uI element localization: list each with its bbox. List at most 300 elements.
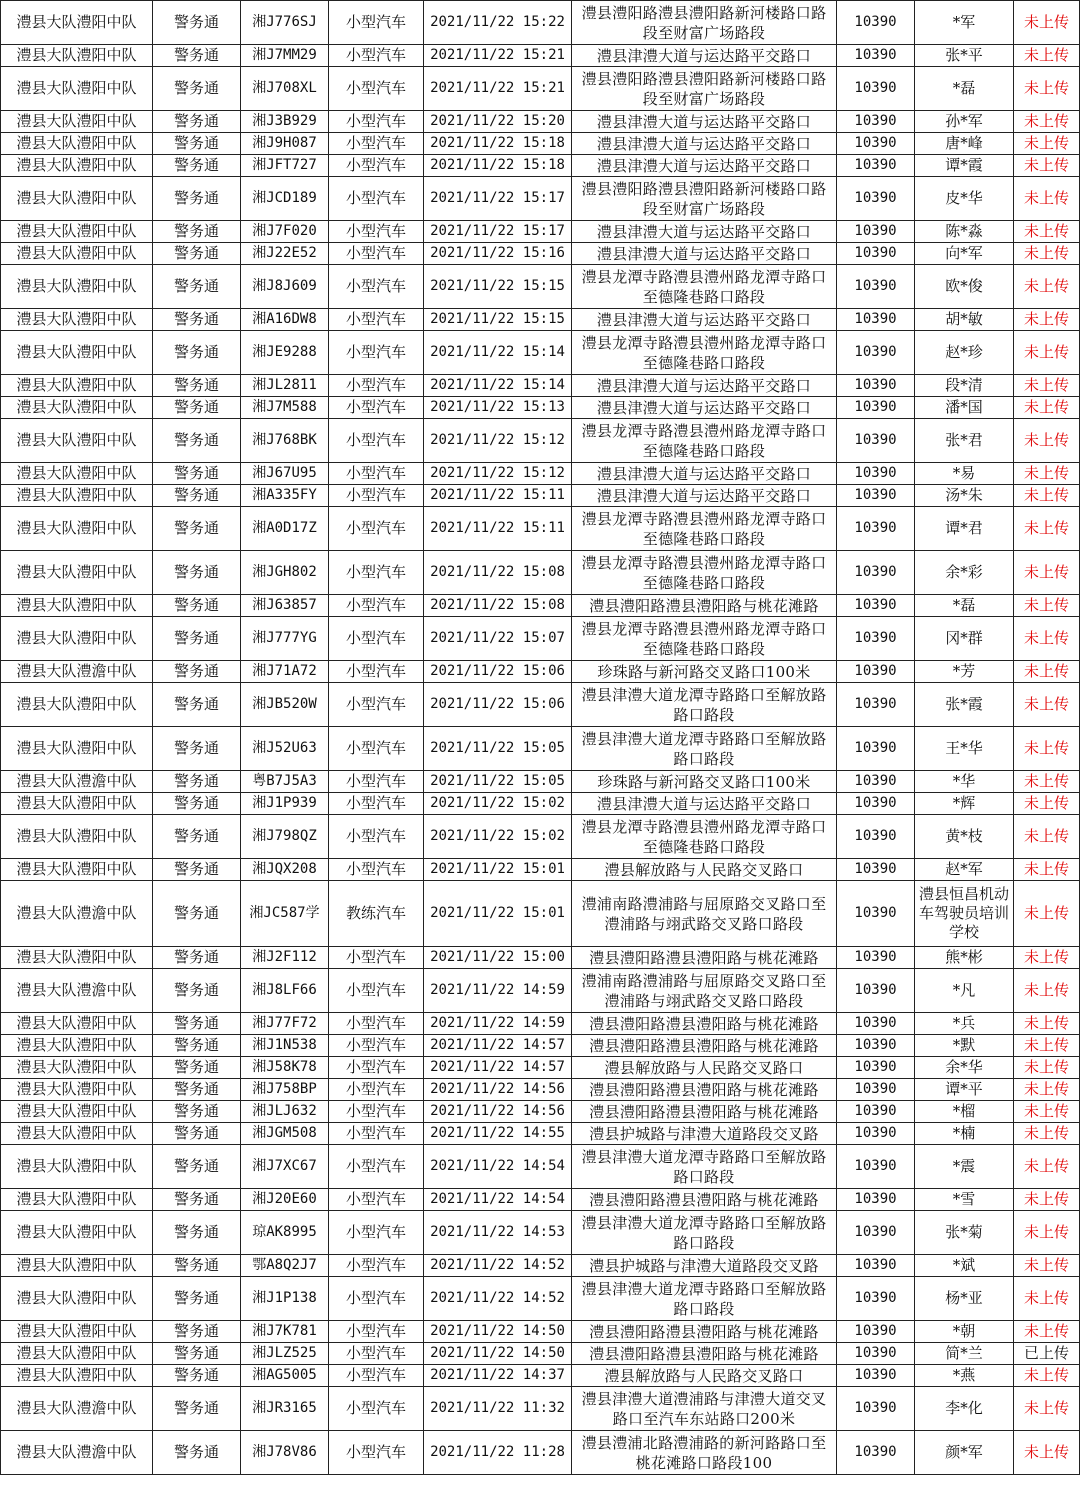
code-cell: 10390 [837, 45, 915, 67]
time-cell: 2021/11/22 14:37 [424, 1365, 572, 1387]
unit-cell: 澧县大队澧澹中队 [1, 661, 153, 683]
time-cell: 2021/11/22 15:16 [424, 243, 572, 265]
vehicle-type-cell: 小型汽车 [329, 771, 424, 793]
source-cell: 警务通 [153, 771, 241, 793]
unit-cell: 澧县大队澧阳中队 [1, 1365, 153, 1387]
code-cell: 10390 [837, 683, 915, 727]
unit-cell: 澧县大队澧阳中队 [1, 1277, 153, 1321]
unit-cell: 澧县大队澧阳中队 [1, 727, 153, 771]
status-cell: 未上传 [1014, 551, 1080, 595]
status-cell: 未上传 [1014, 485, 1080, 507]
time-cell: 2021/11/22 14:59 [424, 1013, 572, 1035]
code-cell: 10390 [837, 1321, 915, 1343]
person-cell: 简*兰 [915, 1343, 1014, 1365]
unit-cell: 澧县大队澧阳中队 [1, 1057, 153, 1079]
code-cell: 10390 [837, 375, 915, 397]
status-cell: 未上传 [1014, 595, 1080, 617]
unit-cell: 澧县大队澧阳中队 [1, 463, 153, 485]
vehicle-type-cell: 小型汽车 [329, 1101, 424, 1123]
unit-cell: 澧县大队澧阳中队 [1, 1, 153, 45]
location-cell: 澧县澧阳路澧县澧阳路与桃花滩路 [572, 1079, 837, 1101]
plate-cell: 湘J1P939 [241, 793, 329, 815]
source-cell: 警务通 [153, 1101, 241, 1123]
person-cell: *芳 [915, 661, 1014, 683]
plate-cell: 湘J777YG [241, 617, 329, 661]
unit-cell: 澧县大队澧阳中队 [1, 485, 153, 507]
unit-cell: 澧县大队澧阳中队 [1, 793, 153, 815]
location-cell: 澧县龙潭寺路澧县澧州路龙潭寺路口至德隆巷路口路段 [572, 331, 837, 375]
code-cell: 10390 [837, 155, 915, 177]
location-cell: 澧县津澧大道龙潭寺路路口至解放路路口路段 [572, 683, 837, 727]
code-cell: 10390 [837, 815, 915, 859]
plate-cell: 湘J2F112 [241, 947, 329, 969]
status-cell: 未上传 [1014, 133, 1080, 155]
unit-cell: 澧县大队澧阳中队 [1, 45, 153, 67]
source-cell: 警务通 [153, 1145, 241, 1189]
plate-cell: 湘J1N538 [241, 1035, 329, 1057]
person-cell: *军 [915, 1, 1014, 45]
time-cell: 2021/11/22 15:08 [424, 595, 572, 617]
location-cell: 澧县津澧大道龙潭寺路路口至解放路路口路段 [572, 1211, 837, 1255]
source-cell: 警务通 [153, 331, 241, 375]
source-cell: 警务通 [153, 485, 241, 507]
time-cell: 2021/11/22 15:20 [424, 111, 572, 133]
time-cell: 2021/11/22 15:01 [424, 859, 572, 881]
status-cell: 未上传 [1014, 1079, 1080, 1101]
vehicle-type-cell: 小型汽车 [329, 375, 424, 397]
source-cell: 警务通 [153, 243, 241, 265]
vehicle-type-cell: 小型汽车 [329, 859, 424, 881]
unit-cell: 澧县大队澧阳中队 [1, 815, 153, 859]
table-row [1, 683, 1080, 727]
plate-cell: 湘JLJ632 [241, 1101, 329, 1123]
time-cell: 2021/11/22 15:14 [424, 331, 572, 375]
status-cell: 未上传 [1014, 1101, 1080, 1123]
code-cell: 10390 [837, 1431, 915, 1475]
source-cell: 警务通 [153, 1035, 241, 1057]
source-cell: 警务通 [153, 1057, 241, 1079]
location-cell: 澧县澧阳路澧县澧阳路与桃花滩路 [572, 1343, 837, 1365]
table-row [1, 1343, 1080, 1365]
location-cell: 澧县津澧大道澧浦路与津澧大道交叉路口至汽车东站路口200米 [572, 1387, 837, 1431]
status-cell: 未上传 [1014, 771, 1080, 793]
table-row [1, 133, 1080, 155]
vehicle-type-cell: 小型汽车 [329, 397, 424, 419]
status-cell: 未上传 [1014, 947, 1080, 969]
source-cell: 警务通 [153, 1079, 241, 1101]
source-cell: 警务通 [153, 133, 241, 155]
status-cell: 未上传 [1014, 177, 1080, 221]
code-cell: 10390 [837, 771, 915, 793]
source-cell: 警务通 [153, 1013, 241, 1035]
location-cell: 澧县龙潭寺路澧县澧州路龙潭寺路口至德隆巷路口路段 [572, 815, 837, 859]
location-cell: 澧县澧阳路澧县澧阳路与桃花滩路 [572, 947, 837, 969]
person-cell: *斌 [915, 1255, 1014, 1277]
status-cell: 未上传 [1014, 45, 1080, 67]
table-row [1, 309, 1080, 331]
status-cell: 未上传 [1014, 1211, 1080, 1255]
status-cell: 未上传 [1014, 507, 1080, 551]
source-cell: 警务通 [153, 859, 241, 881]
status-cell: 未上传 [1014, 309, 1080, 331]
status-cell: 未上传 [1014, 815, 1080, 859]
time-cell: 2021/11/22 15:15 [424, 265, 572, 309]
location-cell: 澧县澧浦北路澧浦路的新河路路口至桃花滩路口路段100 [572, 1431, 837, 1475]
unit-cell: 澧县大队澧阳中队 [1, 419, 153, 463]
location-cell: 澧县津澧大道与运达路平交路口 [572, 309, 837, 331]
source-cell: 警务通 [153, 67, 241, 111]
code-cell: 10390 [837, 727, 915, 771]
status-cell: 未上传 [1014, 1365, 1080, 1387]
vehicle-type-cell: 小型汽车 [329, 815, 424, 859]
code-cell: 10390 [837, 463, 915, 485]
time-cell: 2021/11/22 15:05 [424, 727, 572, 771]
table-row [1, 1101, 1080, 1123]
vehicle-type-cell: 小型汽车 [329, 1255, 424, 1277]
person-cell: 潘*国 [915, 397, 1014, 419]
plate-cell: 湘J22E52 [241, 243, 329, 265]
vehicle-type-cell: 小型汽车 [329, 1057, 424, 1079]
table-body [1, 1, 1080, 1475]
table-row [1, 1189, 1080, 1211]
person-cell: 段*清 [915, 375, 1014, 397]
vehicle-type-cell: 小型汽车 [329, 243, 424, 265]
vehicle-type-cell: 小型汽车 [329, 1079, 424, 1101]
time-cell: 2021/11/22 14:59 [424, 969, 572, 1013]
status-cell: 未上传 [1014, 243, 1080, 265]
code-cell: 10390 [837, 551, 915, 595]
person-cell: 澧县恒昌机动车驾驶员培训学校 [915, 881, 1014, 947]
person-cell: *榴 [915, 1101, 1014, 1123]
plate-cell: 湘JQX208 [241, 859, 329, 881]
time-cell: 2021/11/22 15:02 [424, 815, 572, 859]
location-cell: 澧县澧阳路澧县澧阳路与桃花滩路 [572, 595, 837, 617]
code-cell: 10390 [837, 1277, 915, 1321]
code-cell: 10390 [837, 1189, 915, 1211]
person-cell: 谭*君 [915, 507, 1014, 551]
location-cell: 澧县津澧大道与运达路平交路口 [572, 463, 837, 485]
status-cell: 未上传 [1014, 1255, 1080, 1277]
table-row [1, 177, 1080, 221]
code-cell: 10390 [837, 617, 915, 661]
location-cell: 澧县澧阳路澧县澧阳路新河楼路口路段至财富广场路段 [572, 67, 837, 111]
vehicle-type-cell: 小型汽车 [329, 1277, 424, 1321]
time-cell: 2021/11/22 14:52 [424, 1277, 572, 1321]
table-row [1, 1035, 1080, 1057]
location-cell: 澧县护城路与津澧大道路段交叉路 [572, 1255, 837, 1277]
unit-cell: 澧县大队澧阳中队 [1, 683, 153, 727]
time-cell: 2021/11/22 14:55 [424, 1123, 572, 1145]
vehicle-type-cell: 小型汽车 [329, 551, 424, 595]
unit-cell: 澧县大队澧阳中队 [1, 67, 153, 111]
location-cell: 澧县澧阳路澧县澧阳路与桃花滩路 [572, 1035, 837, 1057]
location-cell: 澧县龙潭寺路澧县澧州路龙潭寺路口至德隆巷路口路段 [572, 617, 837, 661]
table-row [1, 793, 1080, 815]
unit-cell: 澧县大队澧阳中队 [1, 551, 153, 595]
location-cell: 澧县澧阳路澧县澧阳路与桃花滩路 [572, 1321, 837, 1343]
plate-cell: 湘J71A72 [241, 661, 329, 683]
unit-cell: 澧县大队澧阳中队 [1, 595, 153, 617]
status-cell: 未上传 [1014, 265, 1080, 309]
code-cell: 10390 [837, 1079, 915, 1101]
person-cell: 赵*军 [915, 859, 1014, 881]
table-row [1, 397, 1080, 419]
time-cell: 2021/11/22 15:15 [424, 309, 572, 331]
table-row [1, 771, 1080, 793]
vehicle-type-cell: 小型汽车 [329, 1365, 424, 1387]
table-row [1, 859, 1080, 881]
vehicle-type-cell: 小型汽车 [329, 1035, 424, 1057]
unit-cell: 澧县大队澧阳中队 [1, 617, 153, 661]
location-cell: 澧县解放路与人民路交叉路口 [572, 1365, 837, 1387]
code-cell: 10390 [837, 1211, 915, 1255]
code-cell: 10390 [837, 1343, 915, 1365]
code-cell: 10390 [837, 221, 915, 243]
source-cell: 警务通 [153, 881, 241, 947]
plate-cell: 湘J63857 [241, 595, 329, 617]
time-cell: 2021/11/22 15:06 [424, 683, 572, 727]
source-cell: 警务通 [153, 683, 241, 727]
person-cell: 张*菊 [915, 1211, 1014, 1255]
location-cell: 澧县津澧大道与运达路平交路口 [572, 243, 837, 265]
status-cell: 未上传 [1014, 111, 1080, 133]
vehicle-type-cell: 小型汽车 [329, 507, 424, 551]
vehicle-type-cell: 小型汽车 [329, 45, 424, 67]
code-cell: 10390 [837, 947, 915, 969]
plate-cell: 湘J8LF66 [241, 969, 329, 1013]
table-row [1, 1079, 1080, 1101]
vehicle-type-cell: 小型汽车 [329, 1211, 424, 1255]
source-cell: 警务通 [153, 1431, 241, 1475]
time-cell: 2021/11/22 14:54 [424, 1189, 572, 1211]
vehicle-type-cell: 小型汽车 [329, 727, 424, 771]
code-cell: 10390 [837, 969, 915, 1013]
vehicle-type-cell: 小型汽车 [329, 155, 424, 177]
source-cell: 警务通 [153, 45, 241, 67]
unit-cell: 澧县大队澧阳中队 [1, 859, 153, 881]
plate-cell: 湘J7MM29 [241, 45, 329, 67]
vehicle-type-cell: 小型汽车 [329, 1013, 424, 1035]
status-cell: 未上传 [1014, 1321, 1080, 1343]
person-cell: 唐*峰 [915, 133, 1014, 155]
status-cell: 已上传 [1014, 1343, 1080, 1365]
source-cell: 警务通 [153, 815, 241, 859]
vehicle-type-cell: 小型汽车 [329, 793, 424, 815]
person-cell: *磊 [915, 595, 1014, 617]
code-cell: 10390 [837, 243, 915, 265]
time-cell: 2021/11/22 15:12 [424, 419, 572, 463]
table-row [1, 815, 1080, 859]
time-cell: 2021/11/22 14:50 [424, 1321, 572, 1343]
unit-cell: 澧县大队澧阳中队 [1, 155, 153, 177]
location-cell: 澧县龙潭寺路澧县澧州路龙潭寺路口至德隆巷路口路段 [572, 419, 837, 463]
source-cell: 警务通 [153, 1123, 241, 1145]
unit-cell: 澧县大队澧阳中队 [1, 1255, 153, 1277]
plate-cell: 湘JCD189 [241, 177, 329, 221]
table-row [1, 1387, 1080, 1431]
source-cell: 警务通 [153, 1365, 241, 1387]
status-cell: 未上传 [1014, 397, 1080, 419]
person-cell: 冈*群 [915, 617, 1014, 661]
table-row [1, 595, 1080, 617]
person-cell: *默 [915, 1035, 1014, 1057]
table-row [1, 221, 1080, 243]
unit-cell: 澧县大队澧阳中队 [1, 331, 153, 375]
plate-cell: 湘J798QZ [241, 815, 329, 859]
code-cell: 10390 [837, 881, 915, 947]
unit-cell: 澧县大队澧阳中队 [1, 1321, 153, 1343]
person-cell: 李*化 [915, 1387, 1014, 1431]
plate-cell: 湘J3B929 [241, 111, 329, 133]
vehicle-type-cell: 小型汽车 [329, 111, 424, 133]
table-row [1, 969, 1080, 1013]
vehicle-type-cell: 小型汽车 [329, 133, 424, 155]
unit-cell: 澧县大队澧阳中队 [1, 375, 153, 397]
time-cell: 2021/11/22 15:18 [424, 133, 572, 155]
status-cell: 未上传 [1014, 375, 1080, 397]
time-cell: 2021/11/22 14:53 [424, 1211, 572, 1255]
source-cell: 警务通 [153, 1321, 241, 1343]
plate-cell: 湘J67U95 [241, 463, 329, 485]
vehicle-type-cell: 小型汽车 [329, 67, 424, 111]
plate-cell: 湘JFT727 [241, 155, 329, 177]
unit-cell: 澧县大队澧阳中队 [1, 243, 153, 265]
location-cell: 澧县津澧大道与运达路平交路口 [572, 221, 837, 243]
time-cell: 2021/11/22 15:06 [424, 661, 572, 683]
source-cell: 警务通 [153, 177, 241, 221]
code-cell: 10390 [837, 1101, 915, 1123]
source-cell: 警务通 [153, 617, 241, 661]
time-cell: 2021/11/22 14:52 [424, 1255, 572, 1277]
person-cell: *雪 [915, 1189, 1014, 1211]
source-cell: 警务通 [153, 1343, 241, 1365]
time-cell: 2021/11/22 15:13 [424, 397, 572, 419]
location-cell: 澧县解放路与人民路交叉路口 [572, 859, 837, 881]
location-cell: 澧县龙潭寺路澧县澧州路龙潭寺路口至德隆巷路口路段 [572, 265, 837, 309]
plate-cell: 湘J7M588 [241, 397, 329, 419]
vehicle-type-cell: 小型汽车 [329, 177, 424, 221]
plate-cell: 粤B7J5A3 [241, 771, 329, 793]
table-row [1, 947, 1080, 969]
person-cell: 赵*珍 [915, 331, 1014, 375]
time-cell: 2021/11/22 14:50 [424, 1343, 572, 1365]
vehicle-type-cell: 小型汽车 [329, 1145, 424, 1189]
plate-cell: 湘A16DW8 [241, 309, 329, 331]
person-cell: *辉 [915, 793, 1014, 815]
location-cell: 珍珠路与新河路交叉路口100米 [572, 661, 837, 683]
status-cell: 未上传 [1014, 331, 1080, 375]
time-cell: 2021/11/22 11:32 [424, 1387, 572, 1431]
person-cell: 孙*军 [915, 111, 1014, 133]
time-cell: 2021/11/22 11:28 [424, 1431, 572, 1475]
vehicle-type-cell: 教练汽车 [329, 881, 424, 947]
plate-cell: 湘J1P138 [241, 1277, 329, 1321]
status-cell: 未上传 [1014, 881, 1080, 947]
status-cell: 未上传 [1014, 1, 1080, 45]
time-cell: 2021/11/22 15:21 [424, 67, 572, 111]
location-cell: 澧县津澧大道与运达路平交路口 [572, 793, 837, 815]
unit-cell: 澧县大队澧阳中队 [1, 265, 153, 309]
table-row [1, 331, 1080, 375]
location-cell: 澧县津澧大道龙潭寺路路口至解放路路口路段 [572, 1145, 837, 1189]
code-cell: 10390 [837, 1145, 915, 1189]
unit-cell: 澧县大队澧阳中队 [1, 1145, 153, 1189]
source-cell: 警务通 [153, 727, 241, 771]
source-cell: 警务通 [153, 1387, 241, 1431]
table-row [1, 1431, 1080, 1475]
unit-cell: 澧县大队澧阳中队 [1, 1013, 153, 1035]
code-cell: 10390 [837, 859, 915, 881]
code-cell: 10390 [837, 111, 915, 133]
time-cell: 2021/11/22 14:57 [424, 1035, 572, 1057]
plate-cell: 湘J9H087 [241, 133, 329, 155]
status-cell: 未上传 [1014, 1431, 1080, 1475]
unit-cell: 澧县大队澧阳中队 [1, 1189, 153, 1211]
person-cell: 皮*华 [915, 177, 1014, 221]
unit-cell: 澧县大队澧澹中队 [1, 771, 153, 793]
code-cell: 10390 [837, 397, 915, 419]
table-row [1, 1277, 1080, 1321]
person-cell: 王*华 [915, 727, 1014, 771]
location-cell: 澧县澧阳路澧县澧阳路与桃花滩路 [572, 1101, 837, 1123]
vehicle-type-cell: 小型汽车 [329, 1189, 424, 1211]
unit-cell: 澧县大队澧阳中队 [1, 1101, 153, 1123]
plate-cell: 湘JGM508 [241, 1123, 329, 1145]
status-cell: 未上传 [1014, 155, 1080, 177]
plate-cell: 湘JC587学 [241, 881, 329, 947]
plate-cell: 湘A335FY [241, 485, 329, 507]
source-cell: 警务通 [153, 111, 241, 133]
location-cell: 澧县津澧大道龙潭寺路路口至解放路路口路段 [572, 727, 837, 771]
vehicle-type-cell: 小型汽车 [329, 331, 424, 375]
person-cell: 张*霞 [915, 683, 1014, 727]
source-cell: 警务通 [153, 155, 241, 177]
time-cell: 2021/11/22 15:11 [424, 507, 572, 551]
code-cell: 10390 [837, 133, 915, 155]
location-cell: 澧县澧阳路澧县澧阳路与桃花滩路 [572, 1013, 837, 1035]
code-cell: 10390 [837, 265, 915, 309]
unit-cell: 澧县大队澧澹中队 [1, 969, 153, 1013]
unit-cell: 澧县大队澧阳中队 [1, 1343, 153, 1365]
status-cell: 未上传 [1014, 463, 1080, 485]
location-cell: 澧县津澧大道与运达路平交路口 [572, 45, 837, 67]
unit-cell: 澧县大队澧阳中队 [1, 947, 153, 969]
person-cell: 向*军 [915, 243, 1014, 265]
person-cell: 欧*俊 [915, 265, 1014, 309]
status-cell: 未上传 [1014, 793, 1080, 815]
vehicle-type-cell: 小型汽车 [329, 617, 424, 661]
time-cell: 2021/11/22 14:56 [424, 1079, 572, 1101]
person-cell: 张*平 [915, 45, 1014, 67]
plate-cell: 湘J77F72 [241, 1013, 329, 1035]
status-cell: 未上传 [1014, 67, 1080, 111]
person-cell: 谭*平 [915, 1079, 1014, 1101]
source-cell: 警务通 [153, 947, 241, 969]
time-cell: 2021/11/22 15:12 [424, 463, 572, 485]
plate-cell: 湘JB520W [241, 683, 329, 727]
plate-cell: 湘J7F020 [241, 221, 329, 243]
plate-cell: 湘J768BK [241, 419, 329, 463]
plate-cell: 湘JGH802 [241, 551, 329, 595]
vehicle-type-cell: 小型汽车 [329, 1387, 424, 1431]
location-cell: 澧县津澧大道与运达路平交路口 [572, 155, 837, 177]
unit-cell: 澧县大队澧阳中队 [1, 1211, 153, 1255]
person-cell: *易 [915, 463, 1014, 485]
table-row [1, 507, 1080, 551]
vehicle-type-cell: 小型汽车 [329, 969, 424, 1013]
source-cell: 警务通 [153, 1, 241, 45]
table-row [1, 45, 1080, 67]
